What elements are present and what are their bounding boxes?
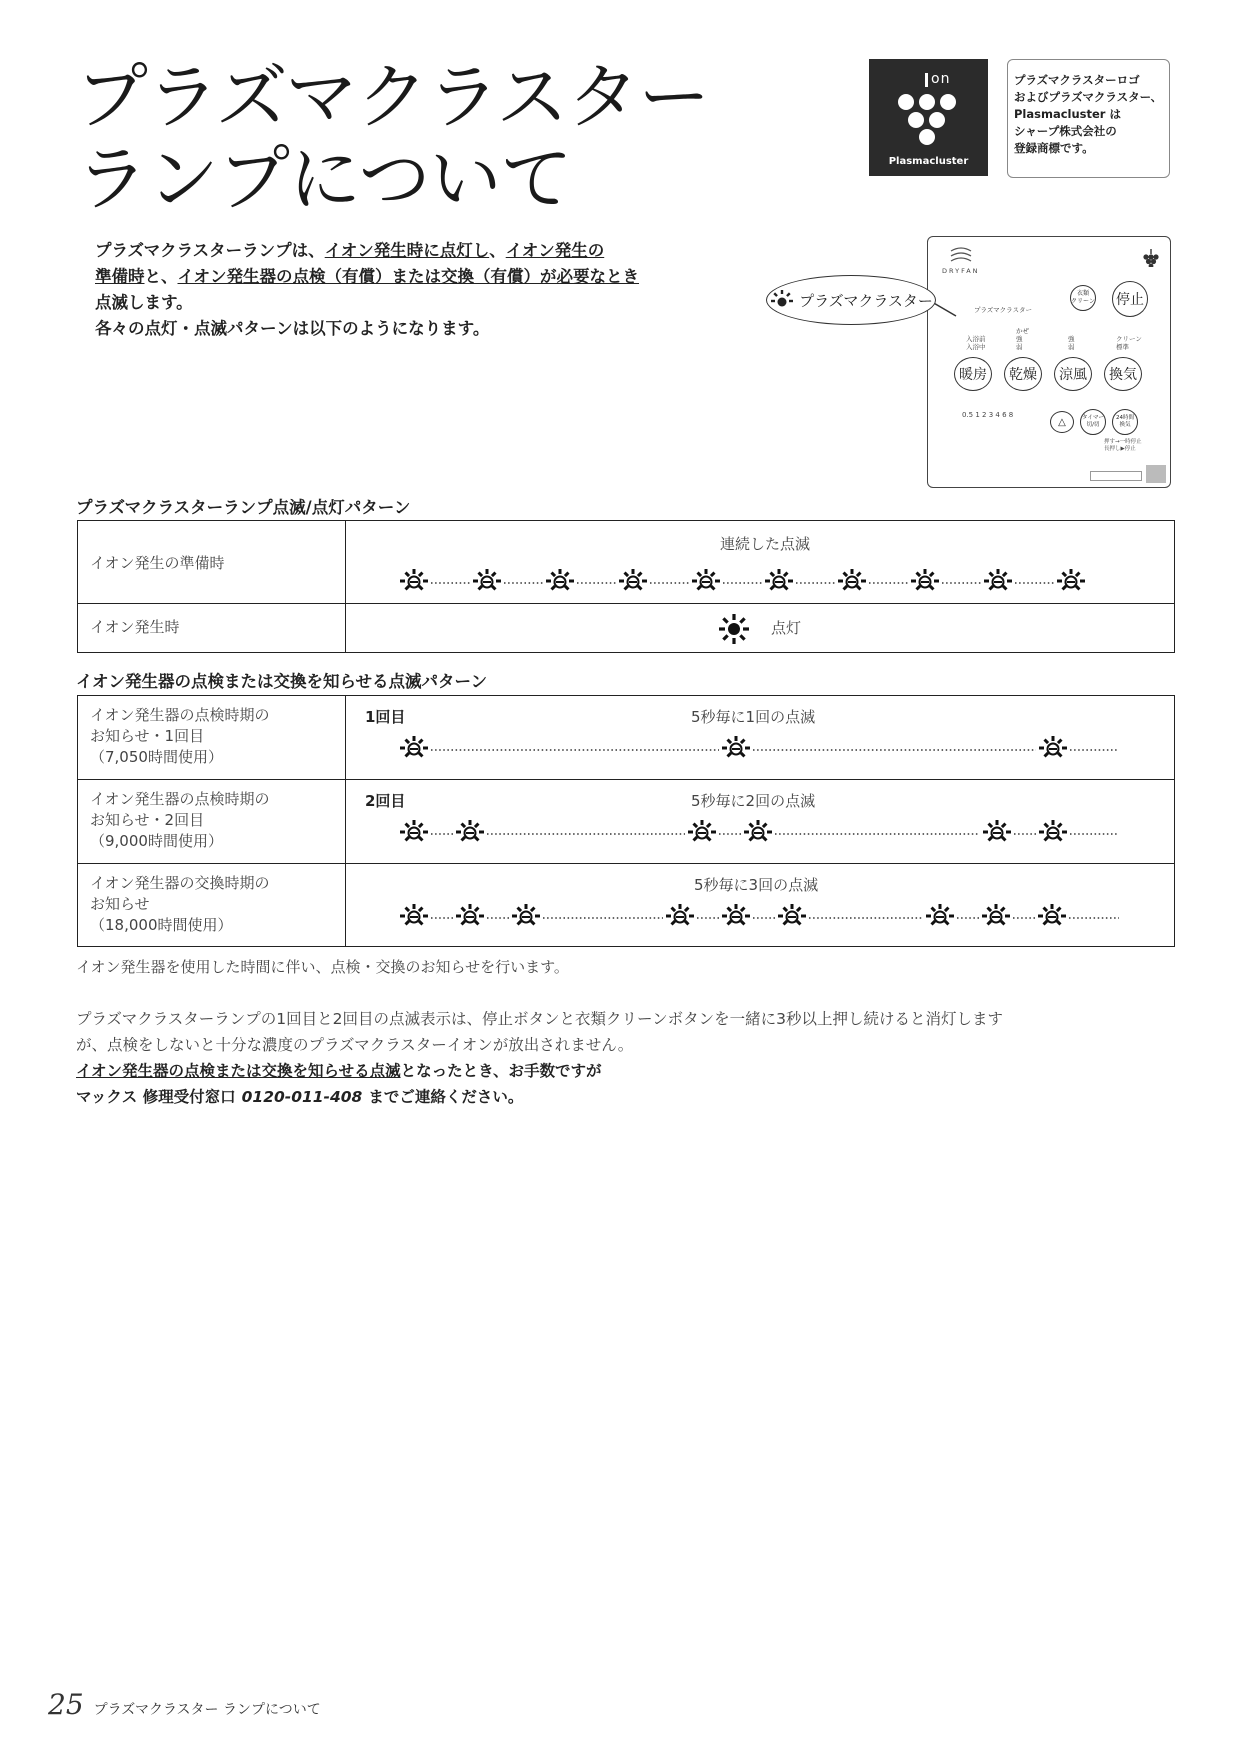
panel-indicator-label: プラズマクラスター: [974, 306, 1032, 314]
blink-count-label: 1回目: [365, 708, 406, 726]
blink-lamp-icon: [619, 569, 647, 591]
panel-brand: DRYFAN: [942, 267, 980, 275]
check-pattern-table: [77, 695, 1175, 947]
blink-lamp-icon: [984, 569, 1012, 591]
row-label: イオン発生の準備時: [78, 521, 346, 604]
blink-lamp-icon: [400, 904, 428, 926]
plasmacluster-lamp-icon: [769, 289, 795, 311]
pattern-cell: [346, 696, 1175, 780]
trademark-line: およびプラズマクラスター、: [1014, 90, 1163, 104]
row-label-line: お知らせ・1回目: [90, 727, 205, 745]
note-line: プラズマクラスターランプの1回目と2回目の点滅表示は、停止ボタンと衣類クリーンボタンを一緒に3秒以上押し続けると消灯します: [76, 1010, 1004, 1028]
lit-lamp-icon: [719, 614, 749, 644]
note-underline: イオン発生器の点検または交換を知らせる点滅: [76, 1062, 401, 1080]
usage-note: イオン発生器を使用した時間に伴い、点検・交換のお知らせを行います。: [76, 958, 569, 976]
table-row: [78, 864, 1175, 947]
blink-lamp-icon: [1039, 736, 1067, 758]
row-label-line: お知らせ: [90, 895, 150, 913]
lamp-callout: [766, 275, 936, 325]
blink-lamp-icon: [1057, 569, 1085, 591]
blink-lamp-icon: [666, 904, 694, 926]
24h-vent-button[interactable]: 24時間 換気: [1112, 409, 1138, 435]
lit-pattern: [346, 604, 1174, 653]
intro-text: 点滅します。: [95, 293, 193, 312]
row-label: イオン発生時: [78, 604, 346, 653]
blink-lamp-icon: [838, 569, 866, 591]
pattern-cell: [346, 604, 1175, 653]
blink-count-label: 2回目: [365, 792, 406, 810]
heat-button[interactable]: 暖房: [954, 357, 992, 391]
pattern-cell: [346, 780, 1175, 864]
intro-underline: イオン発生時に点灯し: [324, 241, 490, 260]
blink-lamp-icon: [512, 904, 540, 926]
blink-lamp-icon: [911, 569, 939, 591]
panel-slot: [1090, 471, 1142, 481]
blink-lamp-icon: [400, 736, 428, 758]
repair-desk-label: マックス 修理受付窓口: [76, 1088, 236, 1106]
title-line-2: ランプについて: [76, 137, 572, 221]
dryfan-logo-icon: [948, 245, 974, 265]
blink-lamp-icon: [722, 904, 750, 926]
table-row: [78, 696, 1175, 780]
panel-sensor: [1146, 465, 1166, 483]
table-row: [78, 521, 1175, 604]
dry-button[interactable]: 乾燥: [1004, 357, 1042, 391]
vent-mode-labels: クリーン 標準: [1116, 335, 1142, 351]
section2-heading: イオン発生器の点検または交換を知らせる点滅パターン: [76, 672, 488, 691]
heat-mode-labels: 入浴前 入浴中: [966, 335, 986, 351]
trademark-note: [1007, 59, 1170, 178]
cool-mode-labels: 強 弱: [1068, 335, 1075, 351]
blink-pattern: [346, 864, 1174, 947]
pattern-caption: 5秒毎に1回の点滅: [691, 708, 816, 726]
row-label-line: （7,050時間使用）: [90, 748, 223, 766]
timer-button[interactable]: タイマー 切/切: [1080, 409, 1106, 435]
pattern-cell: [346, 521, 1175, 604]
blink-lamp-icon: [692, 569, 720, 591]
row-label-line: お知らせ・2回目: [90, 811, 205, 829]
intro-paragraph: [95, 238, 639, 342]
blink-lamp-icon: [744, 820, 772, 842]
callout-label: プラズマクラスター: [799, 291, 933, 310]
intro-text: と、: [144, 267, 178, 286]
page-number: 25: [48, 1688, 84, 1721]
section1-heading: プラズマクラスターランプ点滅/点灯パターン: [76, 498, 411, 517]
blink-lamp-icon: [1038, 904, 1066, 926]
intro-underline: 準備時: [95, 267, 145, 286]
stop-button[interactable]: 停止: [1112, 281, 1148, 317]
intro-underline: イオン発生の: [505, 241, 605, 260]
pattern-cell: [346, 864, 1175, 947]
row-label: [78, 696, 346, 780]
blink-lamp-icon: [456, 820, 484, 842]
blink-lamp-icon: [983, 820, 1011, 842]
blink-lamp-icon: [926, 904, 954, 926]
intro-text: 各々の点灯・点滅パターンは以下のようになります。: [95, 319, 490, 338]
table-row: [78, 604, 1175, 653]
blink-lamp-icon: [400, 820, 428, 842]
blink-lamp-icon: [982, 904, 1010, 926]
row-label-line: イオン発生器の交換時期の: [90, 874, 270, 892]
logo-ion-text: on: [931, 71, 951, 87]
row-label-line: （9,000時間使用）: [90, 832, 223, 850]
intro-text: 、: [489, 241, 506, 260]
footer-title: プラズマクラスター ランプについて: [93, 1702, 321, 1718]
control-panel-illustration: [927, 236, 1171, 488]
blink-lamp-icon: [765, 569, 793, 591]
cool-breeze-button[interactable]: 涼風: [1054, 357, 1092, 391]
row-label: [78, 780, 346, 864]
pattern-caption: 連続した点滅: [720, 535, 811, 553]
blink-lamp-icon: [722, 736, 750, 758]
table-row: [78, 780, 1175, 864]
page-title: [76, 56, 709, 220]
logo-wordmark: Plasmacluster: [888, 156, 969, 167]
repair-phone-number: 0120-011-408: [241, 1088, 363, 1106]
pattern-caption: 5秒毎に2回の点滅: [691, 792, 816, 810]
cloth-clean-button[interactable]: 衣類 クリーン: [1070, 285, 1096, 311]
trademark-line: プラズマクラスターロゴ: [1014, 73, 1140, 87]
blink-lamp-icon: [1039, 820, 1067, 842]
dry-mode-labels: かぜ 強 弱: [1016, 327, 1029, 351]
plasmacluster-logo: [869, 59, 988, 176]
lamp-pattern-table: [77, 520, 1175, 653]
ventilation-button[interactable]: 換気: [1104, 357, 1142, 391]
note-text: までご連絡ください。: [368, 1088, 524, 1106]
intro-underline: イオン発生器の点検（有償）または交換（有償）が必要なとき: [177, 267, 640, 286]
note-text: となったとき、お手数ですが: [400, 1062, 602, 1080]
timer-scale: 0.5 1 2 3 4 6 8: [962, 411, 1014, 419]
page-footer: [48, 1688, 321, 1721]
pattern-caption: 点灯: [771, 619, 802, 637]
blink-pattern: [346, 696, 1174, 780]
row-label-line: イオン発生器の点検時期の: [90, 706, 270, 724]
title-line-1: プラズマクラスター: [76, 55, 710, 139]
row-label: [78, 864, 346, 947]
trademark-line: Plasmacluster は: [1014, 107, 1121, 121]
reset-note: [76, 1006, 1003, 1110]
note-line: が、点検をしないと十分な濃度のプラズマクラスターイオンが放出されません。: [76, 1036, 634, 1054]
blink-lamp-icon: [473, 569, 501, 591]
blink-lamp-icon: [546, 569, 574, 591]
timer-note: 押す→一時停止 長押し▶停止: [1104, 439, 1142, 452]
trademark-line: 登録商標です。: [1014, 141, 1094, 155]
blink-lamp-icon: [778, 904, 806, 926]
intro-text: プラズマクラスターランプは、: [95, 241, 325, 260]
blink-lamp-icon: [456, 904, 484, 926]
blink-lamp-icon: [688, 820, 716, 842]
pattern-caption: 5秒毎に3回の点滅: [694, 876, 819, 894]
blink-pattern: [346, 780, 1174, 864]
row-label-line: イオン発生器の点検時期の: [90, 790, 270, 808]
trademark-line: シャープ株式会社の: [1014, 124, 1117, 138]
blink-lamp-icon: [400, 569, 428, 591]
blink-pattern: [346, 521, 1174, 604]
timer-up-button[interactable]: △: [1050, 411, 1074, 433]
row-label-line: （18,000時間使用）: [90, 916, 233, 934]
sharp-grape-icon: [1142, 247, 1160, 267]
